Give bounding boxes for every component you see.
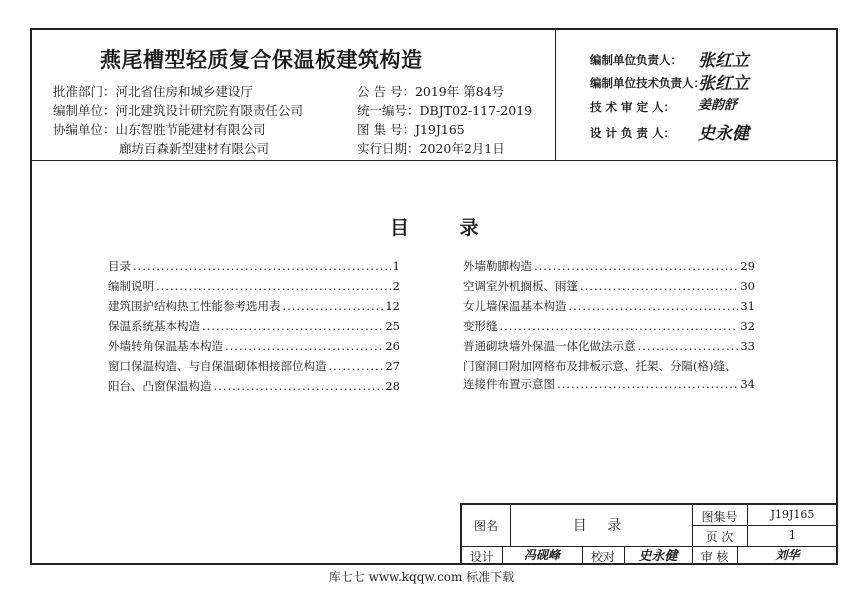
resp-tech-reviewer-label: 技 术 审 定 人： <box>590 100 676 114</box>
meta-value: 山东智胜节能建材有限公司 <box>115 122 266 137</box>
meta-value: 2020年2月1日 <box>419 141 505 156</box>
meta-label: 统一编号： <box>357 103 420 118</box>
meta-unified-no <box>357 101 532 119</box>
toc-entry-page: 28 <box>385 379 400 393</box>
toc-entry[interactable] <box>463 376 755 392</box>
tb-check-label: 校对 <box>590 550 615 564</box>
toc-entry-title: 窗口保温构造、与自保温砌体相接部位构造 <box>108 359 327 373</box>
toc-entry-page: 1 <box>392 259 400 273</box>
toc-entry[interactable] <box>108 358 400 374</box>
toc-entry-title: 阳台、凸窗保温构造 <box>108 379 212 393</box>
header-vertical-divider <box>555 28 556 160</box>
toc-entry-title: 目录 <box>108 259 131 273</box>
meta-value: 河北建筑设计研究院有限责任公司 <box>115 103 304 118</box>
meta-value: J19J165 <box>414 122 465 137</box>
toc-leader <box>225 339 383 353</box>
toc-leader <box>580 279 738 293</box>
toc-entry-title: 变形缝 <box>463 319 498 333</box>
meta-label: 协编单位： <box>53 122 116 137</box>
meta-atlas-no <box>357 120 465 138</box>
toc-leader <box>638 339 739 353</box>
toc-entry[interactable] <box>463 258 755 274</box>
toc-entry-page: 12 <box>385 299 400 313</box>
tb-atlas-no: J19J165 <box>770 508 815 521</box>
toc-entry-title: 保温系统基本构造 <box>108 319 200 333</box>
meta-label: 批准部门： <box>53 84 116 99</box>
title-block <box>460 503 838 565</box>
toc-entry-title: 空调室外机搁板、雨篷 <box>463 279 578 293</box>
meta-value: 河北省住房和城乡建设厅 <box>115 84 254 99</box>
toc-entry[interactable] <box>108 338 400 354</box>
toc-entry[interactable] <box>108 318 400 334</box>
resp-unit-head-label: 编制单位负责人： <box>590 53 682 67</box>
toc-entry-title: 连接件布置示意图 <box>463 377 555 391</box>
resp-design-head-label: 设 计 负 责 人： <box>590 126 676 140</box>
toc-entry[interactable] <box>108 278 400 294</box>
toc-leader <box>214 379 384 393</box>
toc-leader <box>283 299 384 313</box>
toc-entry[interactable] <box>463 338 755 354</box>
signature-tech-reviewer: 姜韵舒 <box>698 98 738 113</box>
toc-heading: 目 录 <box>390 217 501 239</box>
meta-label: 编制单位： <box>53 103 116 118</box>
meta-effective-date <box>357 139 505 157</box>
signature-tech-head: 张红立 <box>698 74 749 94</box>
meta-label: 实行日期： <box>357 141 420 156</box>
toc-entry-page: 30 <box>740 279 755 293</box>
toc-entry[interactable] <box>463 298 755 314</box>
tb-page-no: 1 <box>788 528 797 542</box>
toc-entry-page: 31 <box>740 299 755 313</box>
toc-leader <box>202 319 383 333</box>
meta-editor-unit <box>53 101 303 119</box>
toc-leader <box>329 359 384 373</box>
toc-entry-title: 外墙勒脚构造 <box>463 259 532 273</box>
tb-drawing-name: 目 录 <box>572 518 630 534</box>
toc-entry-title: 编制说明 <box>108 279 154 293</box>
tb-divider <box>692 525 838 526</box>
toc-entry-title-line1[interactable]: 门窗洞口附加网格布及排板示意、托架、分隔(格)缝、 <box>463 359 737 373</box>
toc-entry[interactable] <box>463 318 755 334</box>
toc-entry[interactable] <box>108 258 400 274</box>
toc-entry-page: 26 <box>385 339 400 353</box>
header-divider <box>30 160 838 161</box>
meta-label: 图 集 号： <box>357 122 415 137</box>
toc-leader <box>500 319 739 333</box>
toc-entry-page: 25 <box>385 319 400 333</box>
meta-label: 公 告 号： <box>357 84 415 99</box>
tb-design-label: 设计 <box>469 550 494 564</box>
meta-value: DBJT02-117-2019 <box>419 103 533 118</box>
signature-design-head: 史永健 <box>698 124 749 144</box>
toc-leader <box>534 259 738 273</box>
meta-co-editor-unit <box>53 120 266 138</box>
toc-entry-page: 34 <box>740 377 755 391</box>
signature-reviewer: 刘华 <box>775 548 800 562</box>
toc-leader <box>156 279 391 293</box>
toc-entry-title: 外墙转角保温基本构造 <box>108 339 223 353</box>
toc-entry-page: 32 <box>740 319 755 333</box>
meta-co-editor-unit-2 <box>119 139 269 157</box>
signature-unit-head: 张红立 <box>698 51 749 71</box>
toc-entry-page: 29 <box>740 259 755 273</box>
toc-entry[interactable] <box>463 278 755 294</box>
toc-entry-page: 27 <box>385 359 400 373</box>
toc-leader <box>557 377 738 391</box>
signature-designer: 冯砚峰 <box>523 548 560 562</box>
tb-drawing-name-label: 图名 <box>473 519 498 533</box>
toc-entry-page: 2 <box>392 279 400 293</box>
resp-tech-head-label: 编制单位技术负责人： <box>590 76 705 90</box>
tb-page-label: 页 次 <box>705 530 734 544</box>
meta-value: 2019年 第84号 <box>414 84 505 99</box>
footer-watermark: 库七七 www.kqqw.com 标准下载 <box>328 570 515 584</box>
toc-entry-title: 建筑围护结构热工性能参考选用表 <box>108 299 281 313</box>
meta-approval-dept <box>53 82 253 100</box>
toc-entry[interactable] <box>108 298 400 314</box>
toc-entry-title: 普通砌块墙外保温一体化做法示意 <box>463 339 636 353</box>
meta-value: 廊坊百森新型建材有限公司 <box>119 141 270 156</box>
toc-leader <box>569 299 739 313</box>
meta-announcement-no <box>357 82 504 100</box>
signature-checker: 史永健 <box>638 549 678 564</box>
toc-leader <box>133 259 391 273</box>
document-title: 燕尾槽型轻质复合保温板建筑构造 <box>100 48 423 72</box>
toc-entry[interactable] <box>108 378 400 394</box>
toc-entry-page: 33 <box>740 339 755 353</box>
toc-entry-title: 女儿墙保温基本构造 <box>463 299 567 313</box>
tb-atlas-no-label: 图集号 <box>701 510 738 524</box>
tb-review-label: 审 核 <box>700 550 729 564</box>
